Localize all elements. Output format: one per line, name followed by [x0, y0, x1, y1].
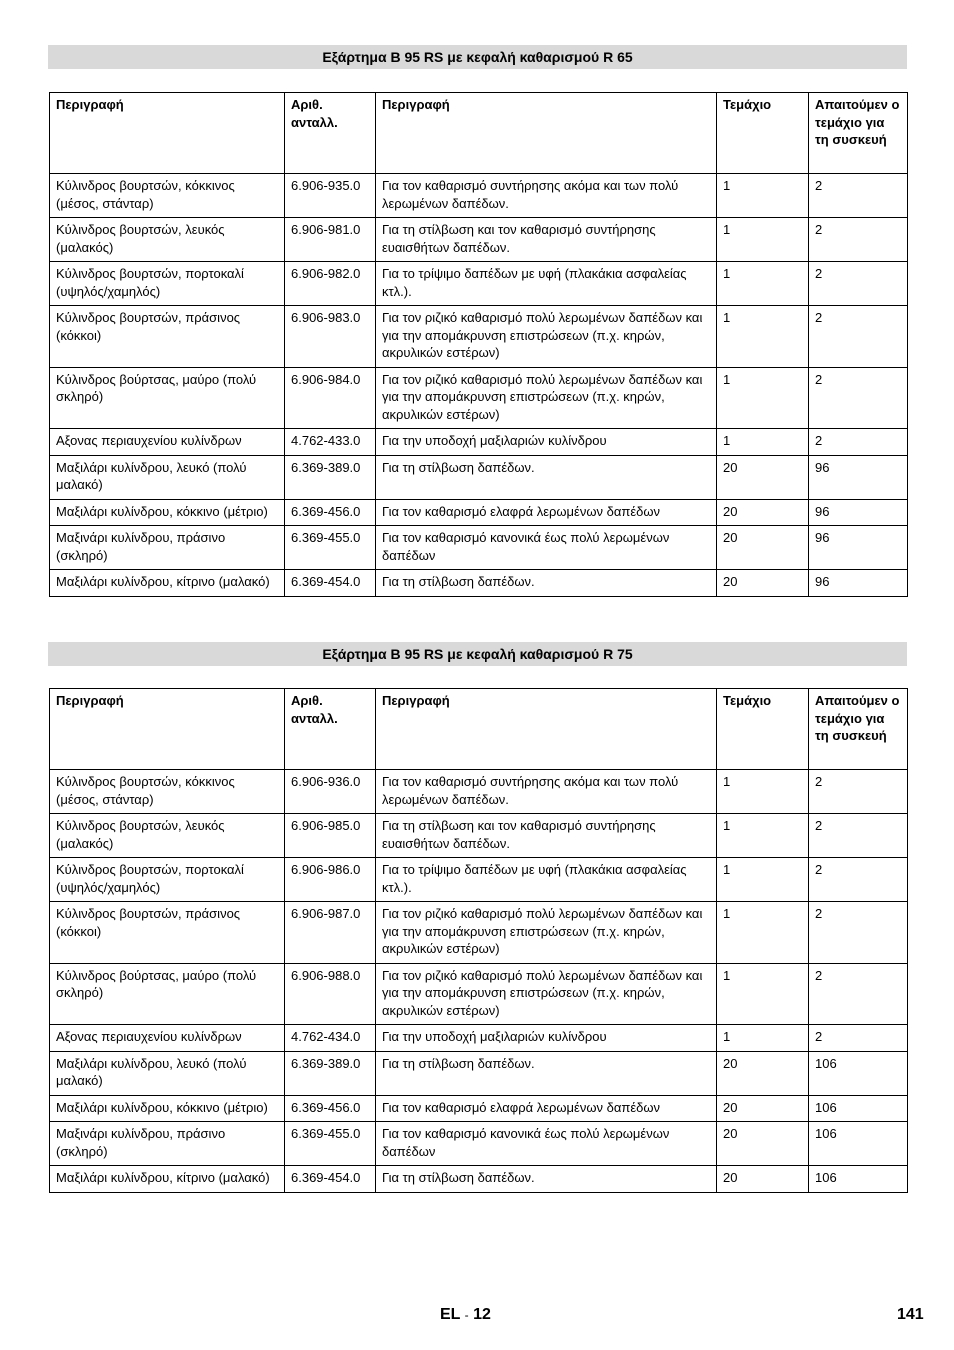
cell-part-number: 6.369-455.0	[285, 1122, 376, 1166]
section-title-r75: Εξάρτημα B 95 RS με κεφαλή καθαρισμού R 75	[48, 642, 907, 666]
cell-part-number: 6.906-936.0	[285, 770, 376, 814]
cell-description: Μαξιλάρι κυλίνδρου, κίτρινο (μαλακό)	[50, 1166, 285, 1193]
table-row	[50, 814, 908, 858]
footer-language: EL	[440, 1306, 461, 1323]
cell-usage: Για τη στίλβωση δαπέδων.	[376, 455, 717, 499]
table-header-row	[50, 93, 908, 174]
parts-table-r75	[49, 688, 908, 1193]
cell-description: Κύλινδρος βουρτσών, πράσινος (κόκκοι)	[50, 306, 285, 368]
column-header-usage: Περιγραφή	[376, 93, 717, 174]
cell-usage: Για το τρίψιμο δαπέδων με υφή (πλακάκια ασφαλείας κτλ.).	[376, 858, 717, 902]
cell-description: Κύλινδρος βουρτσών, κόκκινος (μέσος, στάνταρ)	[50, 770, 285, 814]
cell-quantity: 20	[717, 499, 809, 526]
cell-quantity: 1	[717, 429, 809, 456]
table-row	[50, 499, 908, 526]
cell-quantity: 20	[717, 455, 809, 499]
cell-part-number: 6.906-982.0	[285, 262, 376, 306]
cell-usage: Για τη στίλβωση δαπέδων.	[376, 1051, 717, 1095]
cell-usage: Για τον ριζικό καθαρισμό πολύ λερωμένων δαπέδων και για την απομάκρυνση επιστρώσεων (π.χ. κηρών, ακρυλικών εστέρων)	[376, 306, 717, 368]
cell-part-number: 6.906-983.0	[285, 306, 376, 368]
cell-description: Αξονας περιαυχενίου κυλίνδρων	[50, 1025, 285, 1052]
cell-quantity: 1	[717, 367, 809, 429]
cell-part-number: 6.906-988.0	[285, 963, 376, 1025]
page-number: 141	[897, 1306, 924, 1323]
cell-part-number: 6.369-454.0	[285, 1166, 376, 1193]
table-row	[50, 1166, 908, 1193]
cell-description: Κύλινδρος βουρτσών, λευκός (μαλακός)	[50, 218, 285, 262]
cell-description: Μαξιλάρι κυλίνδρου, κόκκινο (μέτριο)	[50, 1095, 285, 1122]
column-header-part-number: Αριθ. ανταλλ.	[285, 689, 376, 770]
cell-part-number: 4.762-433.0	[285, 429, 376, 456]
cell-description: Κύλινδρος βουρτσών, κόκκινος (μέσος, στάνταρ)	[50, 174, 285, 218]
cell-quantity: 1	[717, 902, 809, 964]
cell-quantity: 1	[717, 770, 809, 814]
cell-required-quantity: 96	[809, 570, 908, 597]
table-row	[50, 526, 908, 570]
cell-description: Κύλινδρος βουρτσών, πορτοκαλί (υψηλός/χαμηλός)	[50, 858, 285, 902]
cell-quantity: 1	[717, 218, 809, 262]
cell-part-number: 4.762-434.0	[285, 1025, 376, 1052]
cell-usage: Για τη στίλβωση και τον καθαρισμό συντήρησης ευαισθήτων δαπέδων.	[376, 814, 717, 858]
table-row	[50, 770, 908, 814]
cell-required-quantity: 2	[809, 963, 908, 1025]
cell-usage: Για τον ριζικό καθαρισμό πολύ λερωμένων δαπέδων και για την απομάκρυνση επιστρώσεων (π.χ. κηρών, ακρυλικών εστέρων)	[376, 902, 717, 964]
cell-required-quantity: 2	[809, 858, 908, 902]
table-row	[50, 858, 908, 902]
cell-usage: Για το τρίψιμο δαπέδων με υφή (πλακάκια ασφαλείας κτλ.).	[376, 262, 717, 306]
cell-usage: Για τον καθαρισμό ελαφρά λερωμένων δαπέδων	[376, 499, 717, 526]
column-header-description: Περιγραφή	[50, 93, 285, 174]
cell-description: Μαξιλάρι κυλίνδρου, κόκκινο (μέτριο)	[50, 499, 285, 526]
cell-quantity: 1	[717, 1025, 809, 1052]
cell-description: Μαξιλάρι κυλίνδρου, λευκό (πολύ μαλακό)	[50, 1051, 285, 1095]
cell-part-number: 6.369-456.0	[285, 499, 376, 526]
cell-required-quantity: 2	[809, 262, 908, 306]
cell-description: Αξονας περιαυχενίου κυλίνδρων	[50, 429, 285, 456]
cell-required-quantity: 2	[809, 429, 908, 456]
table-row	[50, 367, 908, 429]
column-header-quantity: Τεμάχιο	[717, 689, 809, 770]
cell-part-number: 6.369-455.0	[285, 526, 376, 570]
cell-description: Κύλινδρος βούρτσας, μαύρο (πολύ σκληρό)	[50, 963, 285, 1025]
cell-part-number: 6.369-454.0	[285, 570, 376, 597]
cell-usage: Για τον καθαρισμό ελαφρά λερωμένων δαπέδων	[376, 1095, 717, 1122]
table-row	[50, 429, 908, 456]
cell-usage: Για τον καθαρισμό κανονικά έως πολύ λερωμένων δαπέδων	[376, 1122, 717, 1166]
table-row	[50, 963, 908, 1025]
cell-description: Μαξινάρι κυλίνδρου, πράσινο (σκληρό)	[50, 526, 285, 570]
cell-quantity: 1	[717, 306, 809, 368]
cell-required-quantity: 96	[809, 526, 908, 570]
table-row	[50, 1095, 908, 1122]
footer-section-page: 12	[473, 1306, 491, 1323]
cell-usage: Για τον καθαρισμό συντήρησης ακόμα και των πολύ λερωμένων δαπέδων.	[376, 770, 717, 814]
cell-usage: Για τον ριζικό καθαρισμό πολύ λερωμένων δαπέδων και για την απομάκρυνση επιστρώσεων (π.χ. κηρών, ακρυλικών εστέρων)	[376, 367, 717, 429]
table-row	[50, 455, 908, 499]
cell-description: Κύλινδρος βουρτσών, πορτοκαλί (υψηλός/χαμηλός)	[50, 262, 285, 306]
column-header-quantity: Τεμάχιο	[717, 93, 809, 174]
table-row	[50, 570, 908, 597]
cell-quantity: 1	[717, 963, 809, 1025]
column-header-part-number: Αριθ. ανταλλ.	[285, 93, 376, 174]
cell-description: Κύλινδρος βουρτσών, λευκός (μαλακός)	[50, 814, 285, 858]
cell-description: Μαξιλάρι κυλίνδρου, κίτρινο (μαλακό)	[50, 570, 285, 597]
cell-required-quantity: 2	[809, 306, 908, 368]
cell-description: Μαξινάρι κυλίνδρου, πράσινο (σκληρό)	[50, 1122, 285, 1166]
column-header-required-quantity: Απαιτούμεν ο τεμάχιο για τη συσκευή	[809, 689, 908, 770]
table-row	[50, 1025, 908, 1052]
cell-usage: Για τη στίλβωση και τον καθαρισμό συντήρησης ευαισθήτων δαπέδων.	[376, 218, 717, 262]
cell-required-quantity: 106	[809, 1122, 908, 1166]
cell-quantity: 1	[717, 858, 809, 902]
cell-part-number: 6.906-986.0	[285, 858, 376, 902]
page-footer-section	[440, 1306, 491, 1324]
cell-quantity: 20	[717, 526, 809, 570]
cell-usage: Για τον καθαρισμό κανονικά έως πολύ λερωμένων δαπέδων	[376, 526, 717, 570]
cell-quantity: 1	[717, 174, 809, 218]
cell-part-number: 6.906-984.0	[285, 367, 376, 429]
table-row	[50, 306, 908, 368]
cell-required-quantity: 106	[809, 1051, 908, 1095]
cell-part-number: 6.369-389.0	[285, 455, 376, 499]
cell-usage: Για τη στίλβωση δαπέδων.	[376, 570, 717, 597]
cell-usage: Για τον καθαρισμό συντήρησης ακόμα και των πολύ λερωμένων δαπέδων.	[376, 174, 717, 218]
cell-required-quantity: 2	[809, 902, 908, 964]
cell-quantity: 20	[717, 570, 809, 597]
cell-quantity: 20	[717, 1095, 809, 1122]
cell-part-number: 6.906-987.0	[285, 902, 376, 964]
cell-quantity: 1	[717, 814, 809, 858]
parts-table-r65	[49, 92, 908, 597]
table-row	[50, 218, 908, 262]
cell-required-quantity: 2	[809, 367, 908, 429]
column-header-required-quantity: Απαιτούμεν ο τεμάχιο για τη συσκευή	[809, 93, 908, 174]
cell-usage: Για την υποδοχή μαξιλαριών κυλίνδρου	[376, 429, 717, 456]
table-row	[50, 174, 908, 218]
cell-required-quantity: 96	[809, 499, 908, 526]
cell-required-quantity: 2	[809, 174, 908, 218]
cell-usage: Για τη στίλβωση δαπέδων.	[376, 1166, 717, 1193]
cell-quantity: 20	[717, 1166, 809, 1193]
table-header-row	[50, 689, 908, 770]
cell-required-quantity: 96	[809, 455, 908, 499]
cell-usage: Για τον ριζικό καθαρισμό πολύ λερωμένων δαπέδων και για την απομάκρυνση επιστρώσεων (π.χ. κηρών, ακρυλικών εστέρων)	[376, 963, 717, 1025]
column-header-description: Περιγραφή	[50, 689, 285, 770]
cell-part-number: 6.369-389.0	[285, 1051, 376, 1095]
cell-required-quantity: 2	[809, 770, 908, 814]
cell-quantity: 20	[717, 1122, 809, 1166]
cell-part-number: 6.906-981.0	[285, 218, 376, 262]
footer-separator: -	[464, 1308, 469, 1322]
section-title-r65: Εξάρτημα B 95 RS με κεφαλή καθαρισμού R 65	[48, 45, 907, 69]
cell-description: Κύλινδρος βούρτσας, μαύρο (πολύ σκληρό)	[50, 367, 285, 429]
cell-part-number: 6.906-935.0	[285, 174, 376, 218]
cell-part-number: 6.369-456.0	[285, 1095, 376, 1122]
table-row	[50, 902, 908, 964]
cell-required-quantity: 2	[809, 218, 908, 262]
cell-quantity: 1	[717, 262, 809, 306]
table-row	[50, 1122, 908, 1166]
cell-required-quantity: 106	[809, 1095, 908, 1122]
cell-description: Μαξιλάρι κυλίνδρου, λευκό (πολύ μαλακό)	[50, 455, 285, 499]
cell-quantity: 20	[717, 1051, 809, 1095]
table-row	[50, 1051, 908, 1095]
cell-required-quantity: 106	[809, 1166, 908, 1193]
column-header-usage: Περιγραφή	[376, 689, 717, 770]
cell-required-quantity: 2	[809, 1025, 908, 1052]
table-row	[50, 262, 908, 306]
cell-description: Κύλινδρος βουρτσών, πράσινος (κόκκοι)	[50, 902, 285, 964]
cell-usage: Για την υποδοχή μαξιλαριών κυλίνδρου	[376, 1025, 717, 1052]
cell-part-number: 6.906-985.0	[285, 814, 376, 858]
cell-required-quantity: 2	[809, 814, 908, 858]
